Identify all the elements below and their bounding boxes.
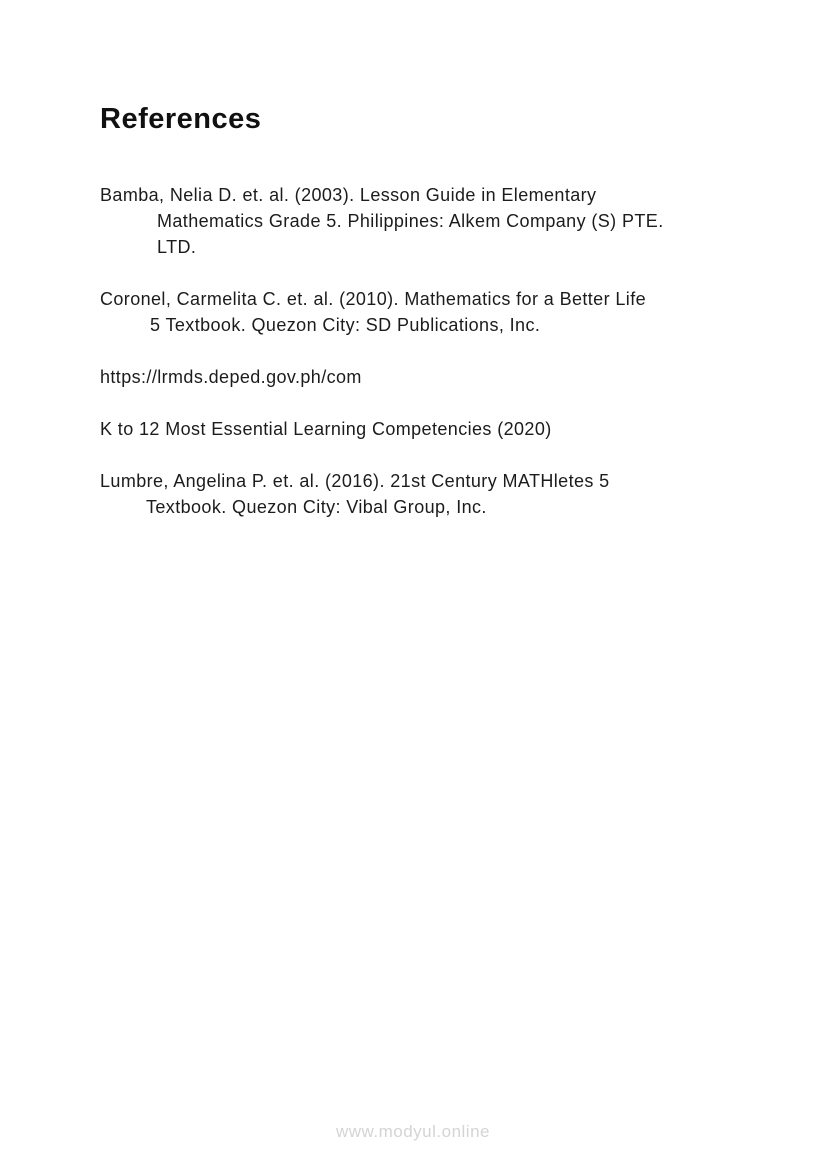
page-title: References xyxy=(100,103,262,135)
reference-entry xyxy=(100,182,740,260)
reference-url: https://lrmds.deped.gov.ph/com xyxy=(100,367,362,387)
reference-entry xyxy=(100,364,740,390)
reference-entry xyxy=(100,468,740,520)
reference-list xyxy=(100,182,740,520)
reference-line: LTD. xyxy=(157,237,197,257)
reference-entry xyxy=(100,416,740,442)
page-content xyxy=(100,103,740,546)
reference-line: 5 Textbook. Quezon City: SD Publications, Inc. xyxy=(150,315,541,335)
reference-line: Textbook. Quezon City: Vibal Group, Inc. xyxy=(146,497,487,517)
reference-line: Coronel, Carmelita C. et. al. (2010). Mathematics for a Better Life xyxy=(100,289,647,309)
reference-entry xyxy=(100,286,740,338)
reference-line: Lumbre, Angelina P. et. al. (2016). 21st Century MATHletes 5 xyxy=(100,471,610,491)
reference-line: Bamba, Nelia D. et. al. (2003). Lesson Guide in Elementary xyxy=(100,185,597,205)
reference-line: Mathematics Grade 5. Philippines: Alkem Company (S) PTE. xyxy=(157,211,664,231)
watermark-footer: www.modyul.online xyxy=(335,1122,490,1141)
reference-line: K to 12 Most Essential Learning Competencies (2020) xyxy=(100,419,552,439)
